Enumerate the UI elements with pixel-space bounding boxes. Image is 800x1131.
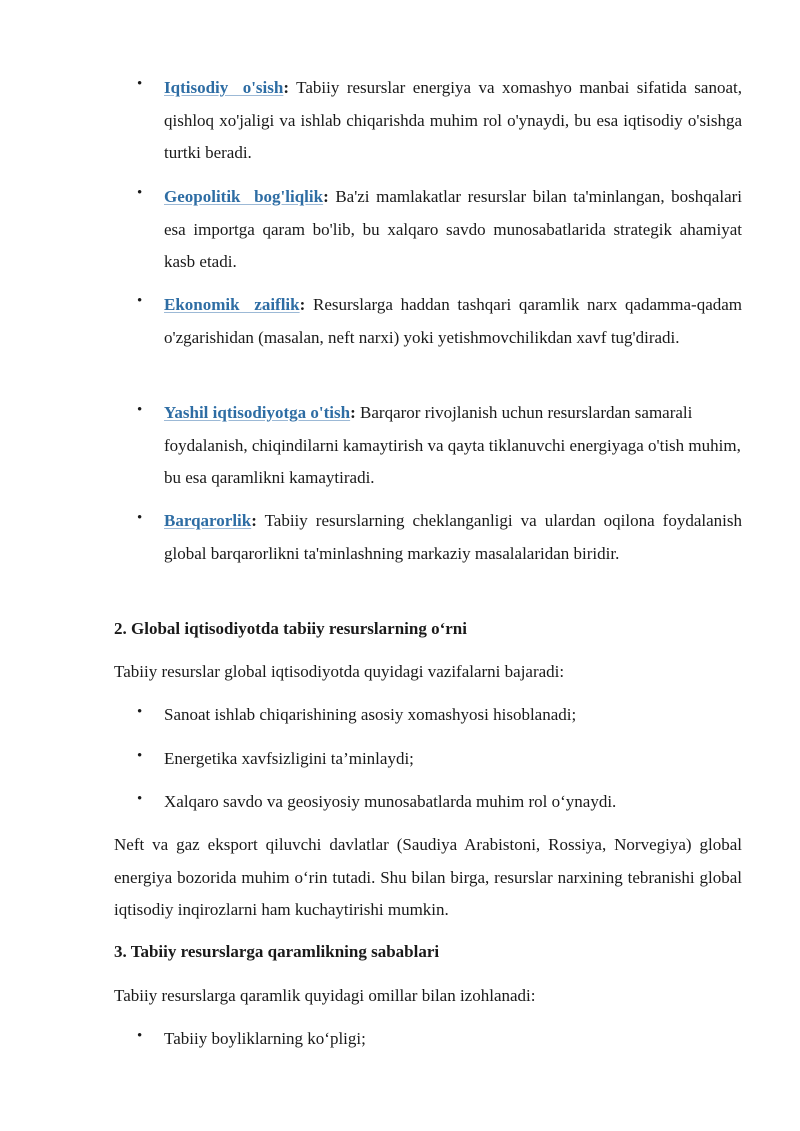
bullet-marker: • xyxy=(137,748,143,764)
bullet-marker: • xyxy=(137,1028,143,1044)
list-item-text: Resurslarga haddan tashqari qaramlik narx qadamma-qadam o'zgarishidan (masalan, neft narxi) yoki yetishmovchilikdan xavf tug'diradi. xyxy=(164,295,743,347)
term-separator: : xyxy=(350,403,356,422)
term-link[interactable]: Geopolitik bog'liqlik xyxy=(164,187,324,206)
list-item-iqtisodiy-osish xyxy=(164,72,742,170)
list-item-text: Tabiiy resurslar energiya va xomashyo manbai sifatida sanoat, qishloq xo'jaligi va ishlab chiqarishda muhim rol o'ynaydi, bu esa iqtisodiy o'sishga turtki beradi. xyxy=(164,78,742,162)
list-item-ekonomik-zaiflik xyxy=(164,289,742,354)
bullet-marker: • xyxy=(137,791,143,807)
list-item-text: Barqaror rivojlanish uchun resurslardan samarali foydalanish, chiqindilarni kamaytirish va qayta tiklanuvchi energiyaga o'tish muhim, bu esa qaramlikni kamaytiradi. xyxy=(164,403,741,487)
term-link[interactable]: Iqtisodiy o'sish xyxy=(164,78,284,97)
bullet-marker: • xyxy=(137,704,143,720)
body-paragraph: Neft va gaz eksport qiluvchi davlatlar (Saudiya Arabistoni, Rossiya, Norvegiya) global energiya bozorida muhim o‘rin tutadi. Shu bilan birga, resurslar narxining tebranishi global iqtisodiy inqirozlarni ham kuchaytirishi mumkin. xyxy=(114,835,742,919)
list-item-text: Tabiiy resurslarning cheklanganligi va ulardan oqilona foydalanish global barqarorlikni ta'minlashning markaziy masalalaridan biridir. xyxy=(164,511,742,563)
section-heading: 3. Tabiiy resurslarga qaramlikning sabablari xyxy=(114,942,440,961)
bullet-marker: • xyxy=(137,402,143,418)
term-separator: : xyxy=(323,187,329,206)
term-separator: : xyxy=(299,295,306,314)
term-link[interactable]: Barqarorlik xyxy=(164,511,252,530)
list-item-text: Ba'zi mamlakatlar resurslar bilan ta'minlangan, boshqalari esa importga qaram bo'lib, bu xalqaro savdo munosabatlarida strategik ahamiyat kasb etadi. xyxy=(164,187,742,271)
term-link[interactable]: Ekonomik zaiflik xyxy=(164,295,300,314)
bullet-marker: • xyxy=(137,293,143,309)
list-item-barqarorlik xyxy=(164,505,742,570)
term-separator: : xyxy=(251,511,257,530)
section-heading: 2. Global iqtisodiyotda tabiiy resurslarning o‘rni xyxy=(114,619,467,638)
section-intro: Tabiiy resurslar global iqtisodiyotda quyidagi vazifalarni bajaradi: xyxy=(114,662,565,681)
term-separator: : xyxy=(283,78,290,97)
list-item-yashil-iqtisodiyot xyxy=(164,397,754,495)
bullet-marker: • xyxy=(137,185,143,201)
list-item: Xalqaro savdo va geosiyosiy munosabatlarda muhim rol o‘ynaydi. xyxy=(164,792,617,811)
list-item: Energetika xavfsizligini ta’minlaydi; xyxy=(164,749,414,768)
term-link[interactable]: Yashil iqtisodiyotga o'tish xyxy=(164,403,351,422)
section-intro: Tabiiy resurslarga qaramlik quyidagi omillar bilan izohlanadi: xyxy=(114,986,536,1005)
bullet-marker: • xyxy=(137,510,143,526)
list-item: Tabiiy boyliklarning ko‘pligi; xyxy=(164,1029,366,1048)
list-item: Sanoat ishlab chiqarishining asosiy xomashyosi hisoblanadi; xyxy=(164,705,577,724)
list-item-geopolitik xyxy=(164,181,742,279)
bullet-marker: • xyxy=(137,76,143,92)
